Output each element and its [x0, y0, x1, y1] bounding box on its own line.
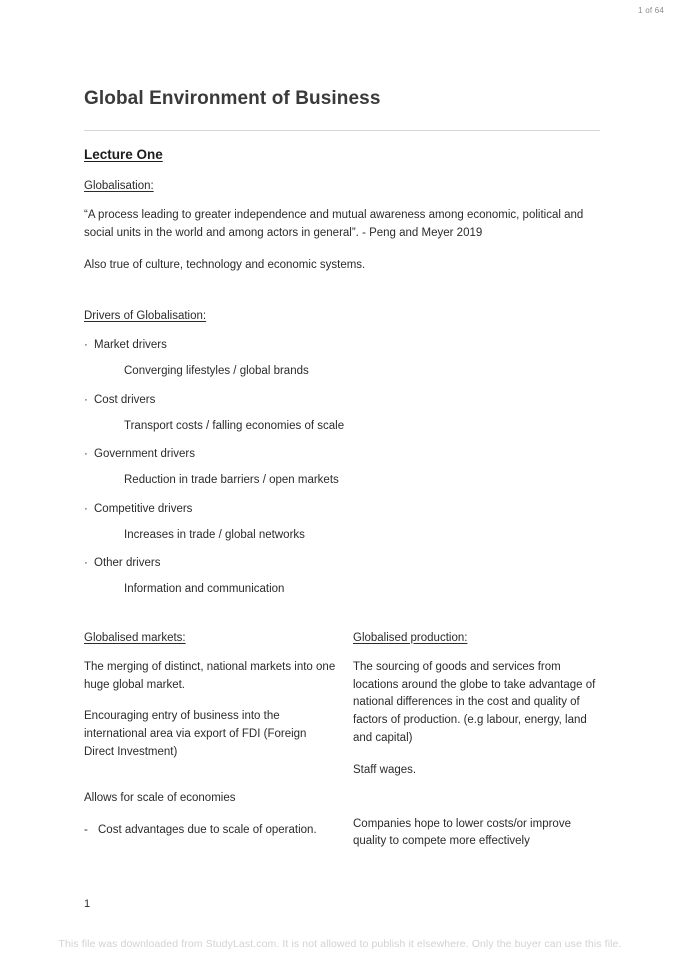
list-item-label: Government drivers: [94, 448, 195, 461]
bullet-dot-icon: ·: [84, 502, 88, 515]
list-item: [84, 501, 600, 518]
two-column-section: [84, 632, 600, 866]
staff-wages-text: Staff wages.: [353, 763, 417, 776]
title-divider: [84, 130, 600, 131]
globalised-production-para-1: The sourcing of goods and services from locations around the globe to take advantage of national differences in the cost and quality of factors of production. (e.g labour, energy, land and capital): [353, 660, 596, 744]
lecture-heading: Lecture One: [84, 146, 163, 162]
globalised-markets-para-1: The merging of distinct, national markets into one huge global market.: [84, 660, 336, 691]
left-column-spacer: [84, 776, 336, 790]
list-item-detail: Reduction in trade barriers / open markets: [124, 474, 339, 487]
drivers-heading: Drivers of Globalisation:: [84, 310, 207, 323]
also-true-text: Also true of culture, technology and economic systems.: [84, 259, 366, 272]
globalised-production-heading: Globalised production:: [353, 631, 468, 644]
list-item-label: Cost advantages due to scale of operation.: [98, 823, 317, 836]
globalisation-quote: “A process leading to greater independence and mutual awareness among economic, political and social units in the world and among actors in general”. - Peng and Meyer 2019: [84, 208, 584, 239]
list-item-label: Other drivers: [94, 557, 161, 570]
list-item: [84, 822, 336, 839]
column-gap: [336, 632, 353, 866]
list-item: [84, 337, 600, 354]
footer-watermark-notice: This file was downloaded from StudyLast.com. It is not allowed to publish it elsewhere. Only the buyer can use this file.: [58, 938, 622, 950]
globalised-markets-para-2: Encouraging entry of business into the international area via export of FDI (Foreign Direct Investment): [84, 710, 307, 758]
list-item-detail: Transport costs / falling economies of scale: [124, 419, 345, 432]
bullet-dot-icon: ·: [84, 448, 88, 461]
list-item-label: Market drivers: [94, 339, 167, 352]
list-item-label: Cost drivers: [94, 393, 156, 406]
columns-spacer: [84, 610, 600, 624]
list-item: [84, 392, 600, 409]
globalised-production-column: [353, 632, 600, 866]
list-item: [84, 446, 600, 463]
dash-bullet-icon: -: [84, 823, 88, 836]
list-item-label: Competitive drivers: [94, 502, 193, 515]
section-spacer: [84, 288, 600, 310]
list-item: [84, 555, 600, 572]
globalised-markets-heading: Globalised markets:: [84, 631, 186, 644]
right-column-spacer: [353, 794, 600, 816]
globalisation-heading: Globalisation:: [84, 179, 154, 192]
bullet-dot-icon: ·: [84, 393, 88, 406]
bullet-dot-icon: ·: [84, 339, 88, 352]
list-item-detail: Information and communication: [124, 583, 285, 596]
globalised-markets-column: [84, 632, 336, 866]
footer-page-number: 1: [84, 898, 91, 910]
list-item-detail: Increases in trade / global networks: [124, 528, 305, 541]
companies-hope-text: Companies hope to lower costs/or improve quality to compete more effectively: [353, 817, 571, 848]
list-item-detail: Converging lifestyles / global brands: [124, 365, 309, 378]
page-title: Global Environment of Business: [84, 88, 381, 109]
page-counter: 1 of 64: [638, 6, 664, 15]
bullet-dot-icon: ·: [84, 557, 88, 570]
scale-of-economies-text: Allows for scale of economies: [84, 791, 236, 804]
document-content: [84, 88, 600, 865]
drivers-list: [84, 337, 600, 599]
